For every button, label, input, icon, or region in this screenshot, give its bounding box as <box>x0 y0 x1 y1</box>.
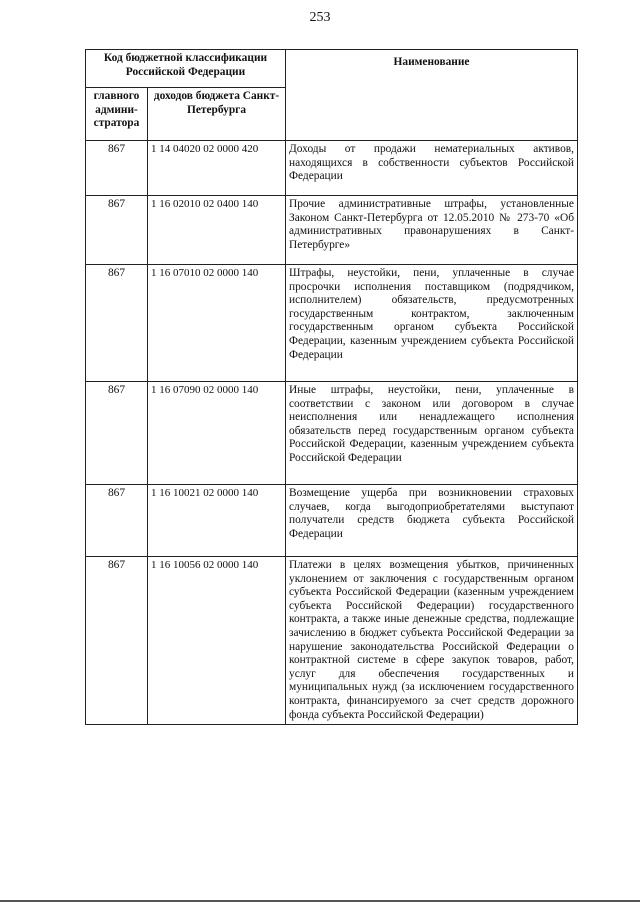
admin-code-cell: 867 <box>86 141 148 196</box>
header-row-top <box>86 50 578 88</box>
code-group-header: Код бюджетной классификации Российской Федерации <box>86 50 286 88</box>
table-row <box>86 557 578 725</box>
admin-code-cell: 867 <box>86 557 148 725</box>
table-row <box>86 382 578 485</box>
admin-code-cell: 867 <box>86 196 148 265</box>
scan-bottom-edge <box>0 900 640 902</box>
budget-classification-table <box>85 49 578 725</box>
admin-header: главного админи-стратора <box>86 88 148 141</box>
budget-code-cell: 1 16 10056 02 0000 140 <box>148 557 286 725</box>
table-row <box>86 196 578 265</box>
name-cell: Возмещение ущерба при возникновении страховых случаев, когда выгодоприобретателями выступают получатели средств бюджета субъекта Российской Федерации <box>286 485 578 557</box>
budget-code-cell: 1 16 02010 02 0400 140 <box>148 196 286 265</box>
budget-code-cell: 1 14 04020 02 0000 420 <box>148 141 286 196</box>
name-cell: Штрафы, неустойки, пени, уплаченные в случае просрочки исполнения поставщиком (подрядчиком, исполнителем) обязательств, предусмотренных государственным контрактом, заключенным государственным органом субъекта Российской Федерации, казенным учреждением субъекта Российской Федерации <box>286 265 578 382</box>
name-header: Наименование <box>286 50 578 141</box>
income-header: доходов бюджета Санкт-Петербурга <box>148 88 286 141</box>
table-row <box>86 265 578 382</box>
name-cell: Платежи в целях возмещения убытков, причиненных уклонением от заключения с государственным органом субъекта Российской Федерации (казенным учреждением субъекта Российской Федерации) государственного контракта, а также иные денежные средства, подлежащие зачислению в бюджет субъекта Российской Федерации за нарушение законодательства Российской Федерации о контрактной системе в сфере закупок товаров, работ, услуг для обеспечения государственных и муниципальных нужд (за исключением государственного контракта, финансируемого за счет средств дорожного фонда субъекта Российской Федерации) <box>286 557 578 725</box>
page-number: 253 <box>309 10 331 25</box>
name-cell: Прочие административные штрафы, установленные Законом Санкт-Петербурга от 12.05.2010 № 273-70 «Об административных правонарушениях в Санкт-Петербурге» <box>286 196 578 265</box>
budget-code-cell: 1 16 07090 02 0000 140 <box>148 382 286 485</box>
budget-code-cell: 1 16 10021 02 0000 140 <box>148 485 286 557</box>
admin-code-cell: 867 <box>86 382 148 485</box>
budget-code-cell: 1 16 07010 02 0000 140 <box>148 265 286 382</box>
name-cell: Иные штрафы, неустойки, пени, уплаченные в соответствии с законом или договором в случае неисполнения или ненадлежащего исполнения обязательств перед государственным органом субъекта Российской Федерации, казенным учреждением субъекта Российской Федерации <box>286 382 578 485</box>
table-row <box>86 141 578 196</box>
table-row <box>86 485 578 557</box>
admin-code-cell: 867 <box>86 485 148 557</box>
admin-code-cell: 867 <box>86 265 148 382</box>
name-cell: Доходы от продажи нематериальных активов, находящихся в собственности субъектов Российской Федерации <box>286 141 578 196</box>
